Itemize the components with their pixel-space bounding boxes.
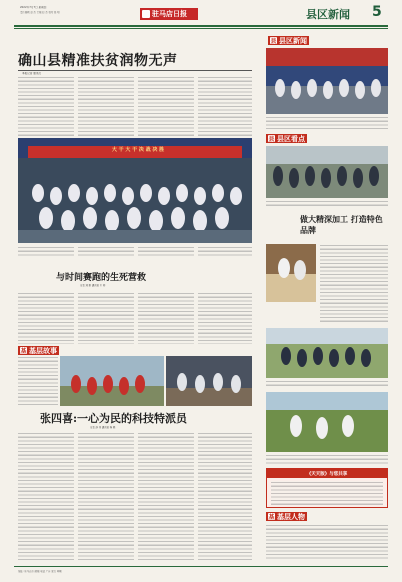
tag-grassroots-people-label: 基层人物 (277, 512, 305, 521)
main-article-tail-3 (138, 246, 194, 258)
headline-main-rule (18, 70, 252, 71)
time-article-col-3 (138, 292, 194, 344)
headline-strong-text: 做大精深加工 打造特色品牌 (300, 214, 383, 235)
paper-logo-mark (142, 10, 150, 18)
main-article-col-3 (138, 76, 194, 136)
mid-photo-volunteers (60, 356, 164, 406)
page-number: 5 (372, 4, 382, 20)
section-title: 县区新闻 (306, 8, 350, 21)
tag-county-news (268, 36, 309, 45)
paper-logo (140, 8, 198, 20)
tag-grassroots-story-label: 基层故事 (29, 346, 57, 355)
promo-box-header (267, 469, 387, 478)
masthead-date: 2022年7月7日 星期四 (20, 6, 47, 9)
footer-text: 地址: 驻马店市 邮编 电话 广告 发行 印刷 (18, 570, 62, 573)
promo-box (266, 468, 388, 508)
byline-zhang: 记者 孙 伟 通讯员 杨 晓 (90, 426, 116, 429)
byline-time: 记者 刘 阳 通讯员 王 帅 (80, 284, 106, 287)
masthead-editors: 责任编辑 赵 杰 美编 赵 杰 校对 张 明 (20, 11, 60, 14)
footer-rule (14, 566, 388, 567)
headline-time: 与时间赛跑的生死营救 (56, 273, 147, 283)
tag-county-news-label: 县区新闻 (279, 36, 307, 45)
headline-zhang: 张四喜:一心为民的科技特派员 (40, 412, 188, 425)
promo-box-body (271, 481, 383, 505)
right-photo-meeting (266, 48, 388, 114)
main-article-tail-2 (78, 246, 134, 258)
photo-banner-text: 大 干 大 干 决 战 决 胜 (111, 147, 165, 153)
promo-box-title: 《天天版》与您共享 (306, 471, 348, 477)
main-article-col-1 (18, 76, 74, 136)
tag-county-focus-label: 县区看点 (277, 134, 305, 143)
tag-grassroots-people (266, 512, 307, 521)
time-article-col-4 (198, 292, 252, 344)
masthead-rule-thin (14, 28, 388, 29)
tag-county-focus (266, 134, 307, 143)
main-article-tail-1 (18, 246, 74, 258)
zhang-photo-field (266, 392, 388, 452)
right-photo-factory (266, 244, 316, 302)
right-photo-site (266, 328, 388, 378)
main-article-tail-4 (198, 246, 252, 258)
people-article-col (266, 524, 388, 560)
byline-main: 本报记者 通讯员 (22, 72, 41, 75)
right-strong-article-col (320, 244, 388, 324)
paper-name: 驻马店日报 (152, 9, 187, 18)
main-article-col-4 (198, 76, 252, 136)
mid-photo-rescue (166, 356, 252, 406)
tag-grassroots-story-icon: 基 (20, 348, 27, 355)
headline-strong (300, 214, 388, 236)
masthead-rule (14, 25, 388, 27)
right-photo-crowd-caption (266, 200, 388, 208)
time-article-col-2 (78, 292, 134, 344)
tag-county-focus-icon: 县 (268, 136, 275, 143)
right-photo-caption (266, 116, 388, 130)
zhang-article-col-3 (138, 432, 194, 560)
right-photo-crowd (266, 146, 388, 198)
time-article-col-1 (18, 292, 74, 344)
zhang-photo-caption (266, 454, 388, 464)
zhang-article-col-1 (18, 432, 74, 560)
zhang-article-col-2 (78, 432, 134, 560)
main-photo-workshop (18, 138, 252, 243)
mid-photo-caption (18, 356, 58, 406)
tag-grassroots-people-icon: 基 (268, 514, 275, 521)
headline-main: 确山县精准扶贫润物无声 (18, 53, 178, 69)
masthead (0, 0, 402, 30)
tag-county-news-icon: 县 (270, 38, 277, 45)
tag-grassroots-story (18, 346, 59, 355)
zhang-article-col-4 (198, 432, 252, 560)
main-article-col-2 (78, 76, 134, 136)
right-photo-site-caption (266, 380, 388, 388)
